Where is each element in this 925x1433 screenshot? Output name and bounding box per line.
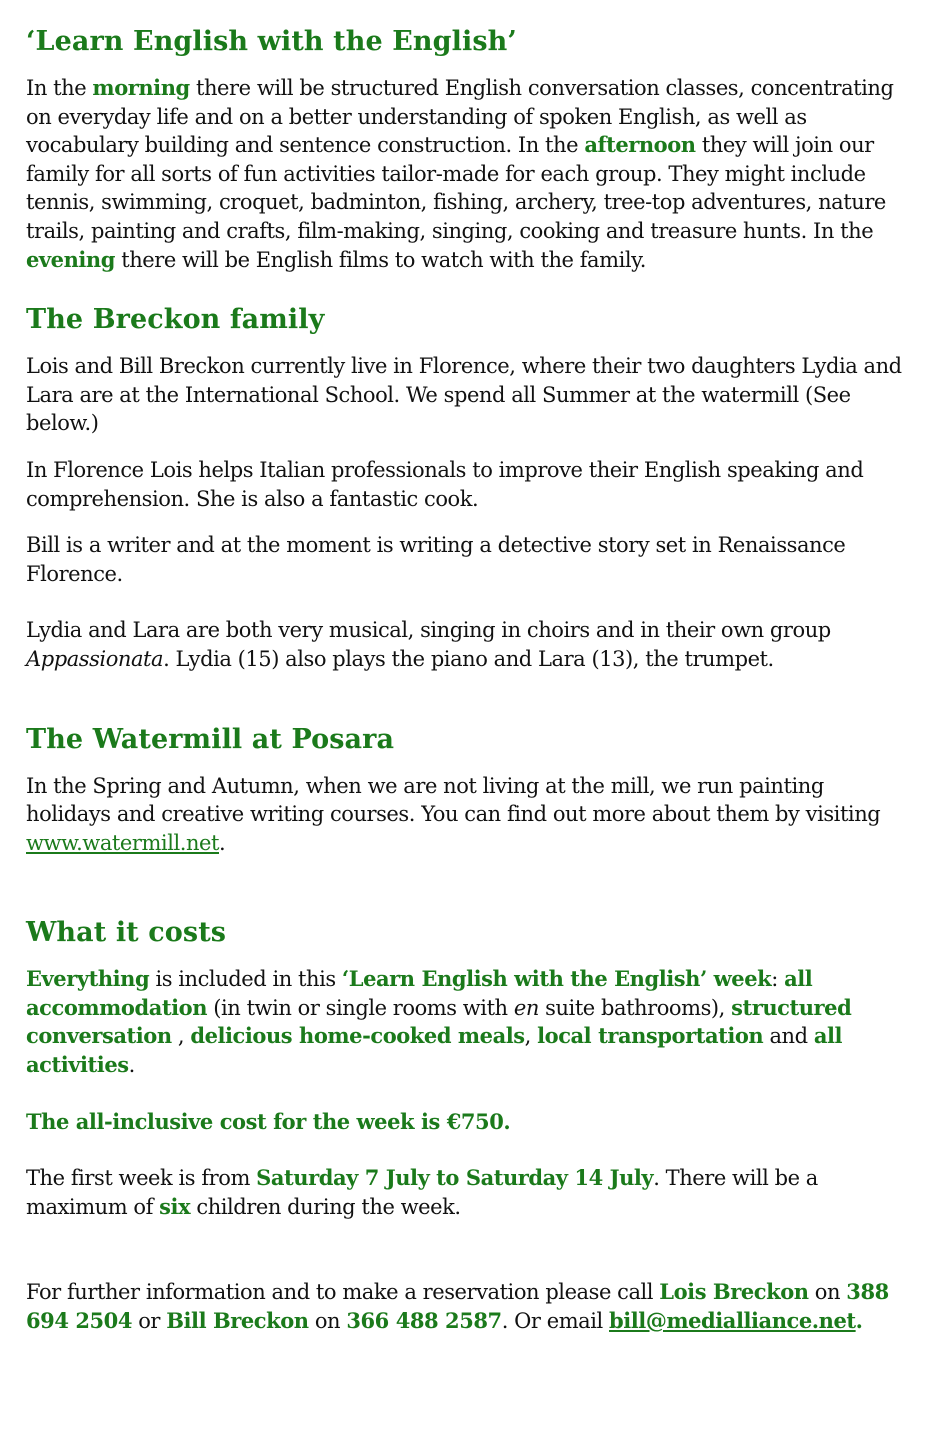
highlight-afternoon: afternoon [584,132,696,158]
group-name: Appassionata [26,646,164,671]
paragraph-watermill: In the Spring and Autumn, when we are not living at the mill, we run painting holidays and creative writing courses. You can find out more about them by visiting www.watermill.net. [26,773,881,855]
heading-learn-english: ‘Learn English with the English’ [26,26,517,57]
paragraph-dates: The first week is from Saturday 7 July to Saturday 14 July. There will be a maximum of six children during the week. [26,1165,818,1219]
heading-what-it-costs: What it costs [26,917,227,949]
heading-watermill: The Watermill at Posara [26,723,395,755]
paragraph-bill: Bill is a writer and at the moment is writing a detective story set in Renaissance Florence. [26,533,846,586]
highlight-activities: all activities [26,1023,843,1078]
paragraph-daily-schedule: In the morning there will be structured English conversation classes, concentrating on everyday life and on a better understanding of spoken English, as well as vocabulary building and sentence construction. In the afternoon they will join our family for all sorts of fun activities tailor-made for each group. They might include tennis, swimming, croquet, badminton, fishing, archery, tree-top adventures, nature trails, painting and crafts, film-making, singing, cooking and treasure hunts. In the evening there will be English films to watch with the family. [26,75,894,272]
document-page [26,24,906,1336]
contact-bill-phone: 366 488 2587 [346,1308,502,1334]
highlight-six: six [159,1193,191,1219]
contact-bill-name: Bill Breckon [166,1308,309,1334]
paragraph-lois: In Florence Lois helps Italian professionals to improve their English speaking and comprehension. She is also a fantastic cook. [26,457,864,511]
highlight-evening: evening [26,246,115,272]
paragraph-family-intro: Lois and Bill Breckon currently live in Florence, where their two daughters Lydia and Lara are at the International School. We spend all Summer at the watermill (See below.) [26,354,902,436]
paragraph-daughters: Lydia and Lara are both very musical, singing in choirs and in their own group Appassionata. Lydia (15) also plays the piano and Lara (13), the trumpet. [26,618,831,671]
contact-lois-phone: 388 694 2504 [26,1279,889,1334]
highlight-conversation: structured conversation [26,994,852,1049]
contact-lois-name: Lois Breckon [659,1279,809,1305]
heading-breckon-family: The Breckon family [26,304,325,336]
watermill-link[interactable]: www.watermill.net [26,830,219,855]
highlight-morning: morning [92,75,190,100]
cost-statement: The all-inclusive cost for the week is €750. [26,1108,511,1134]
highlight-transport: local transportation [537,1023,764,1049]
email-link[interactable]: bill@medialliance.net [609,1308,856,1334]
highlight-week-name: ‘Learn English with the English’ week [341,966,772,992]
highlight-meals: delicious home-cooked meals [190,1023,525,1049]
highlight-dates: Saturday 7 July to Saturday 14 July [256,1165,654,1191]
highlight-accommodation: all accommodation [26,966,813,1020]
highlight-everything: Everything [26,966,150,992]
paragraph-contact: For further information and to make a reservation please call Lois Breckon on 388 694 2504 or Bill Breckon on 366 488 2587. Or email bill@medialliance.net. [26,1279,889,1334]
paragraph-included: Everything is included in this ‘Learn English with the English’ week: all accommodation (in twin or single rooms with en suite bathrooms), structured conversation , delicious home-cooked meals, local transportation and all activities. [26,966,852,1078]
